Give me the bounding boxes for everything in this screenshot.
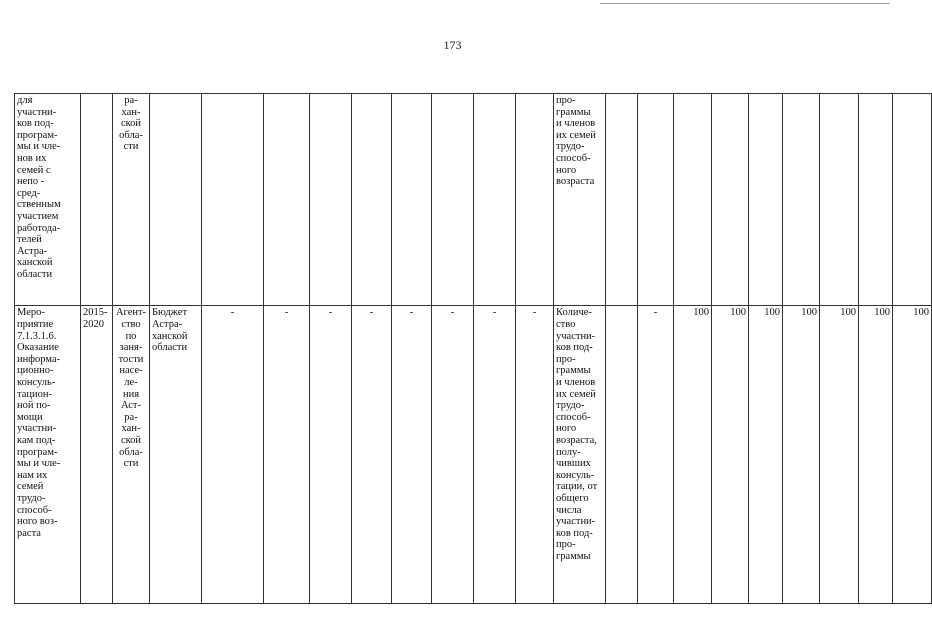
- target-value-cell: 100: [674, 306, 712, 604]
- target-value-cell: [674, 94, 712, 306]
- funding-cell: -: [202, 306, 264, 604]
- target-value-cell: [893, 94, 932, 306]
- scan-artifact-line: [600, 3, 890, 4]
- funding-cell: -: [264, 306, 310, 604]
- target-value-cell: [712, 94, 749, 306]
- funding-cell: [392, 94, 432, 306]
- funding-source-cell: [150, 94, 202, 306]
- table-row: [15, 94, 932, 306]
- executor-cell: ра- хан- ской обла- сти: [113, 94, 150, 306]
- unit-cell: [606, 306, 638, 604]
- target-value-cell: 100: [820, 306, 859, 604]
- funding-source-cell: Бюджет Астра- ханской области: [150, 306, 202, 604]
- funding-cell: [264, 94, 310, 306]
- indicator-cell: про- граммы и членов их семей трудо- способ- ного возраста: [554, 94, 606, 306]
- target-value-cell: 100: [783, 306, 820, 604]
- funding-cell: [516, 94, 554, 306]
- program-table: [14, 93, 932, 604]
- base-value-cell: -: [638, 306, 674, 604]
- target-value-cell: [859, 94, 893, 306]
- funding-cell: -: [392, 306, 432, 604]
- funding-cell: [474, 94, 516, 306]
- funding-cell: -: [516, 306, 554, 604]
- indicator-cell: Количе- ство участни- ков под- про- граммы и членов их семей трудо- способ- ного возраста, полу- чивших консуль- тации, от общего числа участни- ков под- про- граммы: [554, 306, 606, 604]
- table-row: [15, 306, 932, 604]
- target-value-cell: 100: [712, 306, 749, 604]
- measure-name-cell: для участни- ков под- програм- мы и чле- нов их семей с непо - сред- ственным участием работода- телей Астра- ханской области: [15, 94, 81, 306]
- period-cell: 2015- 2020: [81, 306, 113, 604]
- unit-cell: [606, 94, 638, 306]
- base-value-cell: [638, 94, 674, 306]
- executor-cell: Агент- ство по заня- тости насе- ле- ния Аст- ра- хан- ской обла- сти: [113, 306, 150, 604]
- page-number: 173: [443, 38, 462, 52]
- funding-cell: -: [432, 306, 474, 604]
- target-value-cell: 100: [859, 306, 893, 604]
- funding-cell: [432, 94, 474, 306]
- target-value-cell: [820, 94, 859, 306]
- funding-cell: -: [310, 306, 352, 604]
- target-value-cell: [783, 94, 820, 306]
- funding-cell: [352, 94, 392, 306]
- funding-cell: -: [352, 306, 392, 604]
- funding-cell: [202, 94, 264, 306]
- target-value-cell: [749, 94, 783, 306]
- funding-cell: [310, 94, 352, 306]
- target-value-cell: 100: [749, 306, 783, 604]
- measure-name-cell: Меро- приятие 7.1.3.1.6. Оказание информа- ционно- консуль- тацион- ной по- мощи участни- кам под- програм- мы и чле- нам их семей трудо- способ- ного воз- раста: [15, 306, 81, 604]
- target-value-cell: 100: [893, 306, 932, 604]
- period-cell: [81, 94, 113, 306]
- funding-cell: -: [474, 306, 516, 604]
